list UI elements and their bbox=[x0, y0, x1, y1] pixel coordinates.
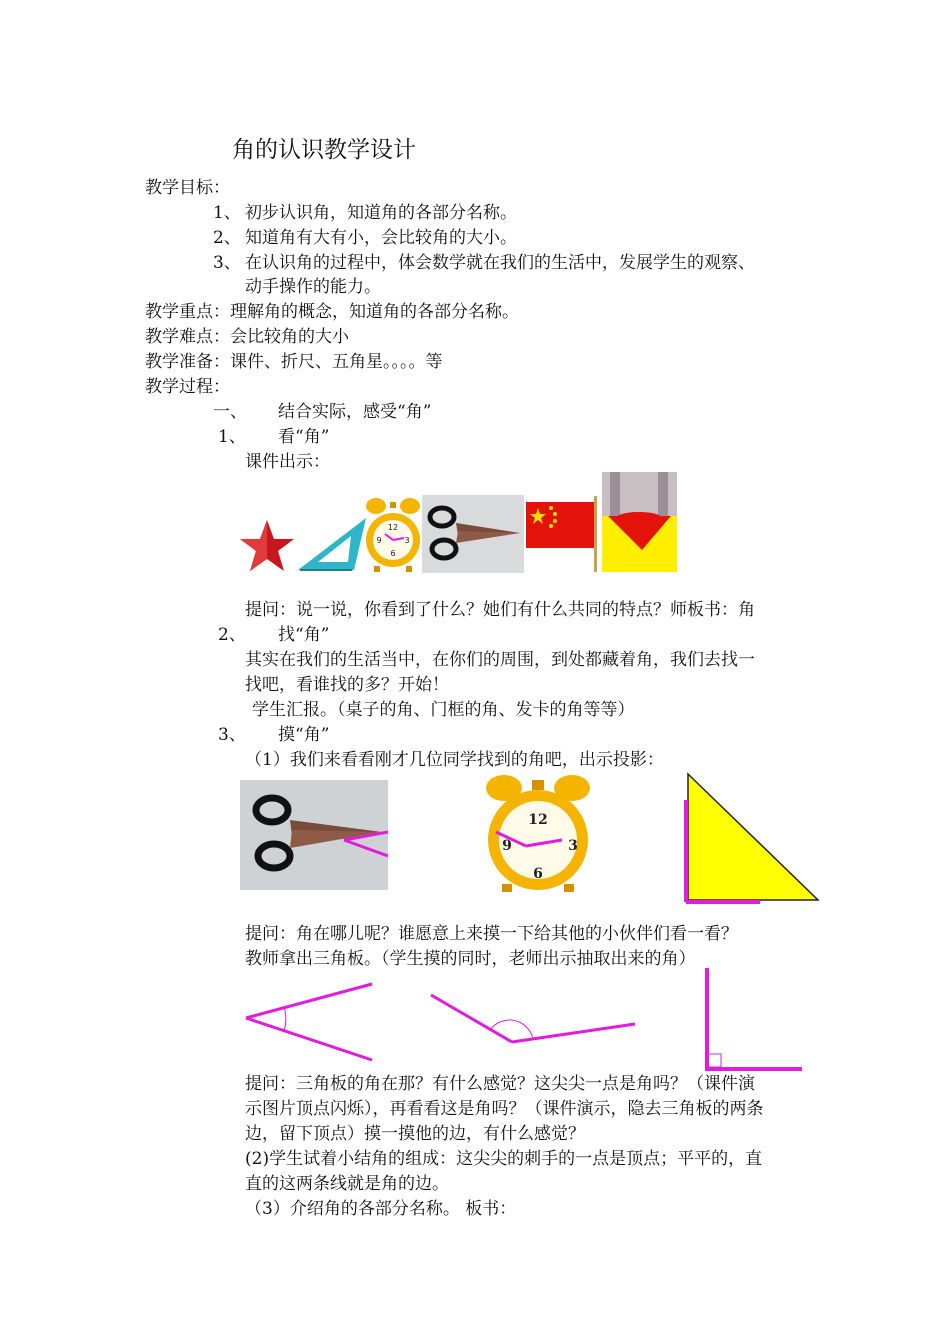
step-3-num: 3、 bbox=[218, 725, 246, 745]
acute-angle-figure bbox=[240, 980, 380, 1064]
goal-3-num: 3、 bbox=[213, 253, 241, 273]
question-1: 提问：说一说，你看到了什么？她们有什么共同的特点？师板书：角 bbox=[245, 600, 755, 620]
intro-parts: （3）介绍角的各部分名称。 板书： bbox=[245, 1199, 517, 1219]
find-paragraph-2: 找吧，看谁找的多？开始！ bbox=[245, 675, 449, 695]
clock-number-3: 3 bbox=[404, 536, 410, 545]
question-3b: 示图片顶点闪烁），再看看这是角吗？（课件演示，隐去三角板的两条 bbox=[245, 1099, 764, 1119]
page-title: 角的认识教学设计 bbox=[232, 137, 416, 163]
goal-2-num: 2、 bbox=[213, 228, 241, 248]
courseware-label: 课件出示： bbox=[245, 452, 330, 472]
student-report: 学生汇报。（桌子的角、门框的角、发卡的角等等） bbox=[252, 700, 635, 720]
preparation: 教学准备：课件、折尺、五角星。。。。等 bbox=[145, 352, 443, 372]
scissors-image bbox=[422, 495, 524, 573]
goal-3-text: 在认识角的过程中，体会数学就在我们的生活中，发展学生的观察、 bbox=[245, 253, 755, 273]
step-1-title: 看“角” bbox=[278, 427, 330, 447]
find-paragraph-1: 其实在我们的生活当中，在你们的周围，到处都藏着角，我们去找一 bbox=[245, 650, 755, 670]
question-2b: 教师拿出三角板。（学生摸的同时，老师出示抽取出来的角） bbox=[245, 949, 696, 969]
goal-2-text: 知道角有大有小，会比较角的大小。 bbox=[245, 228, 517, 248]
red-scarf-image bbox=[602, 472, 677, 572]
clock-number-3: 3 bbox=[568, 838, 578, 854]
section-1-title: 结合实际，感受“角” bbox=[278, 402, 432, 422]
step-2-title: 找“角” bbox=[278, 625, 330, 645]
obtuse-angle-figure bbox=[428, 990, 640, 1050]
goal-1-text: 初步认识角，知道角的各部分名称。 bbox=[245, 203, 517, 223]
clock-number-6: 6 bbox=[390, 549, 396, 558]
clock-number-9: 9 bbox=[376, 536, 382, 545]
alarm-clock-image bbox=[364, 496, 422, 574]
clock-number-9: 9 bbox=[502, 838, 512, 854]
touch-intro: （1）我们来看看刚才几位同学找到的角吧，出示投影： bbox=[245, 750, 664, 770]
scissors-angle-image bbox=[240, 780, 388, 890]
step-2-num: 2、 bbox=[218, 625, 246, 645]
summary-b: 直的这两条线就是角的边。 bbox=[245, 1174, 449, 1194]
section-1-num: 一、 bbox=[213, 402, 247, 422]
question-3c: 边，留下顶点）摸一摸他的边，有什么感觉？ bbox=[245, 1124, 585, 1144]
clock-angle-image bbox=[482, 772, 594, 892]
right-angle-figure bbox=[700, 965, 806, 1075]
clock-number-12: 12 bbox=[387, 523, 399, 532]
set-square-image bbox=[296, 516, 368, 572]
question-3a: 提问：三角板的角在那？有什么感觉？这尖尖一点是角吗？（课件演 bbox=[245, 1074, 755, 1094]
red-star-image bbox=[238, 518, 296, 574]
flag-image bbox=[526, 496, 598, 572]
goal-1-num: 1、 bbox=[213, 203, 241, 223]
difficulty: 教学难点：会比较角的大小 bbox=[145, 327, 349, 347]
summary-a: (2)学生试着小结角的组成：这尖尖的刺手的一点是顶点；平平的，直 bbox=[245, 1149, 763, 1169]
clock-number-12: 12 bbox=[528, 812, 548, 828]
question-2a: 提问：角在哪儿呢？谁愿意上来摸一下给其他的小伙伴们看一看？ bbox=[245, 924, 738, 944]
goal-3-continued: 动手操作的能力。 bbox=[245, 277, 381, 297]
step-1-num: 1、 bbox=[218, 427, 246, 447]
goals-heading: 教学目标： bbox=[145, 178, 230, 198]
step-3-title: 摸“角” bbox=[278, 725, 330, 745]
key-point: 教学重点：理解角的概念，知道角的各部分名称。 bbox=[145, 302, 519, 322]
process-heading: 教学过程： bbox=[145, 377, 230, 397]
triangle-angle-image bbox=[680, 770, 822, 906]
clock-number-6: 6 bbox=[533, 866, 543, 882]
